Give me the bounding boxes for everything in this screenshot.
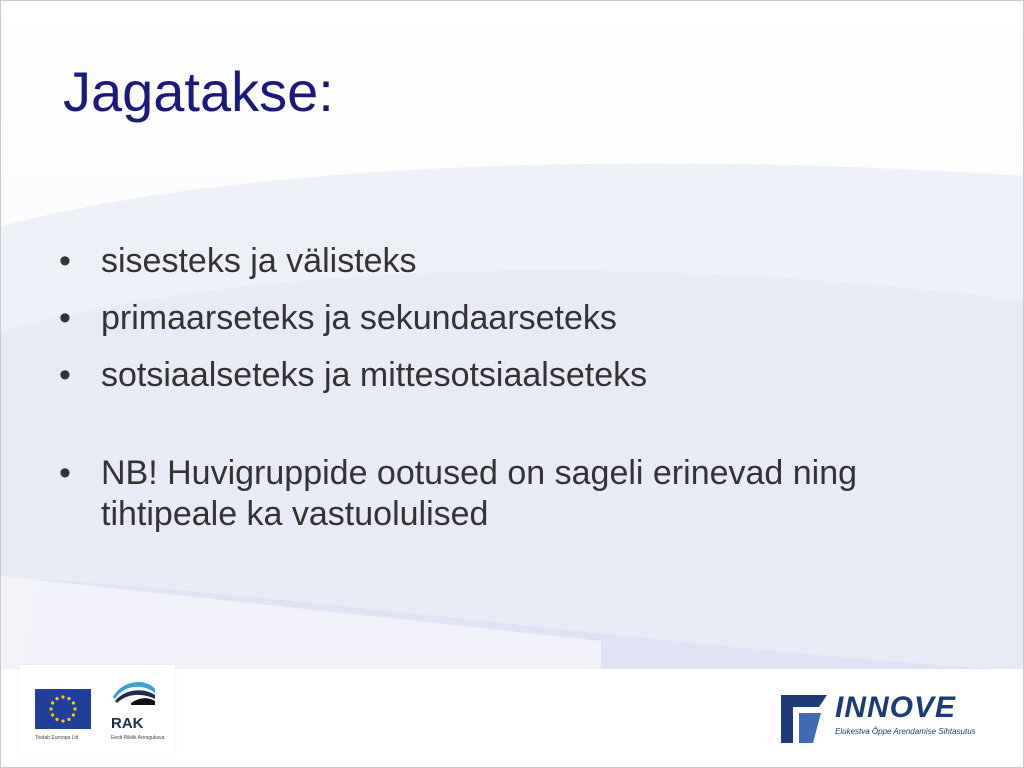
bullet-item xyxy=(57,298,957,339)
bullet-dot: • xyxy=(59,355,71,394)
innove-logo-icon xyxy=(779,693,829,745)
bullet-text: sotsiaalseteks ja mittesotsiaalseteks xyxy=(101,355,648,394)
rak-logo-icon xyxy=(111,675,157,705)
partner-logos xyxy=(19,665,175,753)
bullet-dot: • xyxy=(59,298,71,337)
rak-caption: Eesti Riiklik Arengukava xyxy=(111,735,165,741)
innove-tagline: Elukestva Õppe Arendamise Sihtasutus xyxy=(835,727,976,736)
bullet-text: NB! Huvigruppide ootused on sageli erinevad ning tihtipeale ka vastuolulised xyxy=(101,454,858,534)
bullet-text: primaarseteks ja sekundaarseteks xyxy=(101,298,617,337)
bullet-item xyxy=(57,241,957,282)
eu-caption: Toetab Euroopa Liit xyxy=(35,735,79,741)
bullet-item xyxy=(57,453,957,535)
bullet-item xyxy=(57,355,957,396)
eu-flag-icon xyxy=(35,689,91,729)
innove-logo xyxy=(779,689,979,749)
bullet-dot: • xyxy=(59,454,71,493)
rak-name: RAK xyxy=(111,715,144,732)
bullet-dot: • xyxy=(59,242,71,280)
slide-title: Jagatakse: xyxy=(63,60,334,123)
innove-name: INNOVE xyxy=(835,691,957,724)
bullet-text: sisesteks ja välisteks xyxy=(101,242,417,280)
bullet-list xyxy=(57,241,957,551)
